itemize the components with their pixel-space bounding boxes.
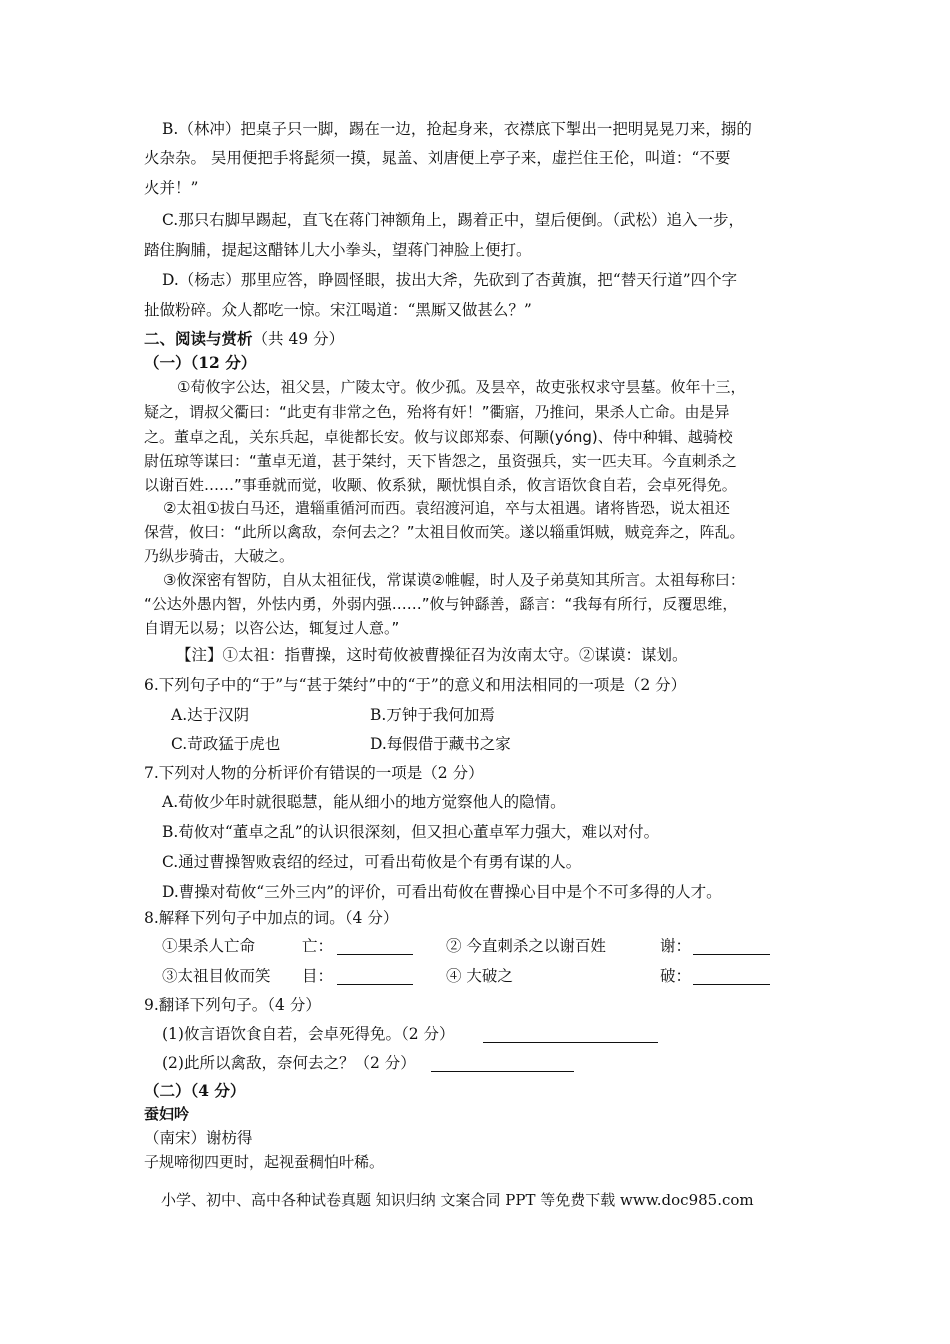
passage-p1-line-5: 以谢百姓……”事垂就而觉，收颙、攸系狱，颙忧惧自杀，攸言语饮食自若，会卓死得免。 <box>144 476 737 494</box>
poem-title: 蚕妇吟 <box>144 1105 190 1123</box>
question-7-option-d: D.曹操对荀攸“三外三内”的评价，可看出荀攸在曹操心目中是个不可多得的人才。 <box>162 883 722 901</box>
question-8-item-3: ③太祖目攸而笑 <box>162 967 271 985</box>
question-9-answer-2[interactable] <box>431 1057 574 1072</box>
question-6-option-b: B.万钟于我何加焉 <box>370 706 495 724</box>
question-9-answer-1[interactable] <box>483 1028 658 1043</box>
question-9-sentence-1: (1)攸言语饮食自若，会卓死得免。（2 分） <box>162 1025 455 1043</box>
question-6-option-d: D.每假借于藏书之家 <box>370 735 511 753</box>
passage-p1-line-4: 尉伍琼等谋曰：“董卓无道，甚于桀纣，天下皆怨之，虽资强兵，实一匹夫耳。今直刺杀之 <box>144 452 737 470</box>
passage-p1-line-1: ①荀攸字公达，祖父昙，广陵太守。攸少孤。及昙卒，故吏张权求守昙墓。攸年十三， <box>177 378 746 396</box>
section-title: 二、阅读与赏析 <box>144 329 253 348</box>
option-d-line-1: D.（杨志）那里应答，睁圆怪眼，拔出大斧，先砍到了杏黄旗，把“替天行道”四个字 <box>162 271 738 289</box>
passage-p2-line-1: ②太祖①拔白马还，遣辎重循河而西。袁绍渡河追，卒与太祖遇。诸将皆恐，说太祖还 <box>163 499 730 517</box>
question-8-item-4-label: 破： <box>660 967 692 985</box>
question-8-answer-1[interactable] <box>337 940 413 955</box>
question-8-stem: 8.解释下列句子中加点的词。（4 分） <box>144 909 399 927</box>
question-8-item-3-label: 目： <box>302 967 334 985</box>
option-b-line-3: 火并！” <box>144 179 199 197</box>
option-b-line-1: B.（林冲）把桌子只一脚，踢在一边，抢起身来，衣襟底下掣出一把明晃晃刀来，搦的 <box>162 120 752 138</box>
part-one-heading: （一）（12 分） <box>144 353 257 372</box>
part-two-heading: （二）（4 分） <box>144 1081 246 1100</box>
question-7-option-c: C.通过曹操智败袁绍的经过，可看出荀攸是个有勇有谋的人。 <box>162 853 582 871</box>
passage-p2-line-2: 保营，攸曰：“此所以禽敌，奈何去之？”太祖目攸而笑。遂以辎重饵贼，贼竞奔之，阵乱。 <box>144 523 745 541</box>
passage-p3-line-3: 自谓无以易；以咨公达，辄复过人意。” <box>144 619 400 637</box>
passage-p3-line-2: “公达外愚内智，外怯内勇，外弱内强……”攸与钟繇善，繇言：“我每有所行，反覆思维， <box>144 595 738 613</box>
question-8-answer-3[interactable] <box>337 970 413 985</box>
option-c-line-2: 踏住胸脯，提起这醋钵儿大小拳头，望蒋门神脸上便打。 <box>144 241 532 259</box>
question-8-answer-4[interactable] <box>693 970 770 985</box>
passage-p2-line-3: 乃纵步骑击，大破之。 <box>144 547 295 565</box>
passage-note: 【注】①太祖：指曹操，这时荀攸被曹操征召为汝南太守。②谋谟：谋划。 <box>176 646 688 664</box>
option-d-line-2: 扯做粉碎。众人都吃一惊。宋江喝道：“黑厮又做甚么？” <box>144 301 532 319</box>
passage-p1-line-2: 疑之，谓叔父衢曰：“此吏有非常之色，殆将有奸！”衢寤，乃推问，果杀人亡命。由是异 <box>144 403 730 421</box>
option-c-line-1: C.那只右脚早踢起，直飞在蒋门神额角上，踢着正中，望后便倒。（武松）追入一步， <box>162 211 744 229</box>
question-8-item-2: ② 今直刺杀之以谢百姓 <box>446 937 606 955</box>
question-7-option-a: A.荀攸少年时就很聪慧，能从细小的地方觉察他人的隐情。 <box>162 793 566 811</box>
option-b-line-2: 火杂杂。 吴用便把手将髭须一摸，晁盖、刘唐便上亭子来，虚拦住王伦，叫道：“不要 <box>144 149 731 167</box>
question-8-item-1: ①果杀人亡命 <box>162 937 256 955</box>
section-score: （共 49 分） <box>252 330 345 348</box>
question-9-stem: 9.翻译下列句子。（4 分） <box>144 996 321 1014</box>
question-8-item-1-label: 亡： <box>302 937 334 955</box>
question-7-option-b: B.荀攸对“董卓之乱”的认识很深刻，但又担心董卓军力强大，难以对付。 <box>162 823 660 841</box>
poem-line-1: 子规啼彻四更时，起视蚕稠怕叶稀。 <box>144 1153 385 1171</box>
passage-p1-line-3: 之。董卓之乱，关东兵起，卓徙都长安。攸与议郎郑泰、何颙(yóng)、侍中种辑、越骑校 <box>144 428 733 446</box>
poem-author: （南宋）谢枋得 <box>144 1129 253 1147</box>
question-6-stem: 6.下列句子中的“于”与“甚于桀纣”中的“于”的意义和用法相同的一项是（2 分） <box>144 676 687 694</box>
question-8-item-2-label: 谢： <box>660 937 692 955</box>
question-8-item-4: ④ 大破之 <box>446 967 513 985</box>
passage-p3-line-1: ③攸深密有智防，自从太祖征伐，常谋谟②帷幄，时人及子弟莫知其所言。太祖每称曰： <box>163 571 745 589</box>
question-6-option-a: A.达于汉阴 <box>171 706 250 724</box>
question-7-stem: 7.下列对人物的分析评价有错误的一项是（2 分） <box>144 764 484 782</box>
page-footer: 小学、初中、高中各种试卷真题 知识归纳 文案合同 PPT 等免费下载 www.doc985.com <box>161 1191 754 1209</box>
section-heading <box>144 331 344 348</box>
question-9-sentence-2: (2)此所以禽敌，奈何去之？（2 分） <box>162 1054 416 1072</box>
question-8-answer-2[interactable] <box>693 940 770 955</box>
question-6-option-c: C.苛政猛于虎也 <box>171 735 281 753</box>
